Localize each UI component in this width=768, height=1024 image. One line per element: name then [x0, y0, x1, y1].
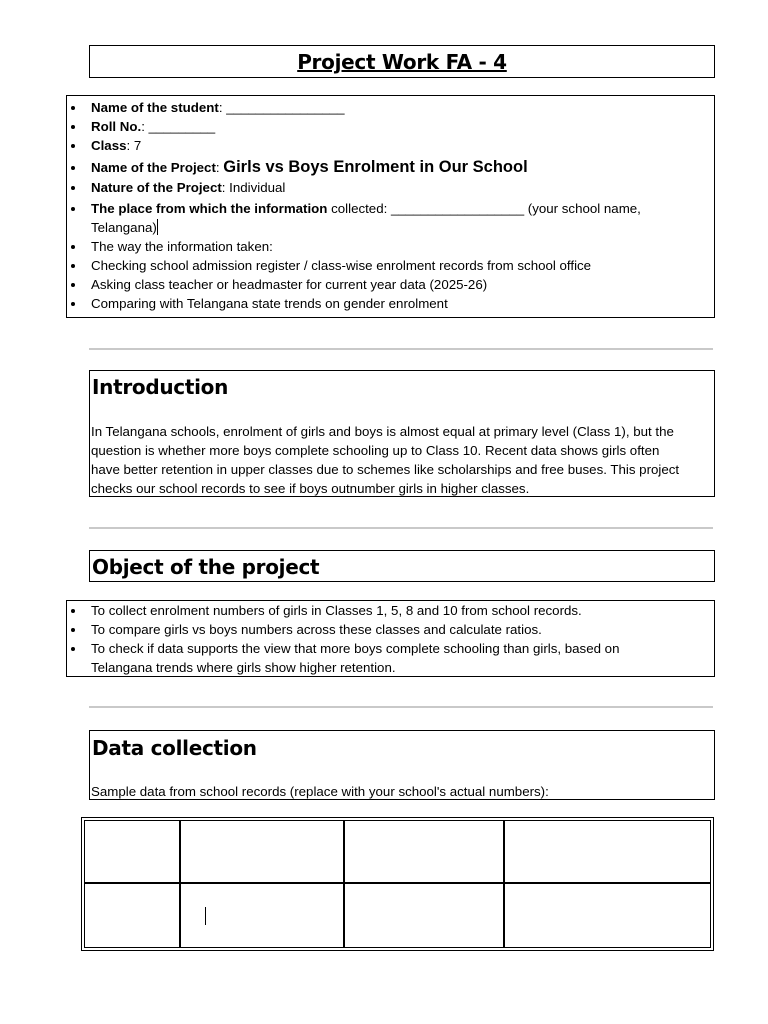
data-collection-note: Sample data from school records (replace with your school's actual numbers): [91, 784, 549, 799]
divider [89, 527, 713, 529]
bullet-icon [71, 283, 75, 287]
list-item [67, 155, 714, 178]
student-name-label: Name of the student [91, 100, 219, 115]
list-item [67, 601, 714, 620]
bullet-icon [71, 302, 75, 306]
method-item: Asking class teacher or headmaster for current year data (2025-26) [91, 277, 488, 292]
nature-label: Nature of the Project [91, 180, 222, 195]
object-heading-box [89, 550, 715, 582]
divider [89, 348, 713, 350]
nature-value: : Individual [221, 180, 286, 195]
list-item [67, 294, 714, 313]
page-title: Project Work FA - 4 [297, 50, 507, 74]
list-item [67, 237, 714, 256]
class-label: Class [91, 138, 127, 153]
bullet-icon [71, 609, 75, 613]
list-item [67, 178, 714, 197]
text-cursor [205, 907, 206, 925]
table-cell[interactable] [344, 883, 504, 948]
bullet-icon [71, 125, 75, 129]
method-item: Comparing with Telangana state trends on gender enrolment [91, 296, 448, 311]
bullet-icon [71, 106, 75, 110]
introduction-line: In Telangana schools, enrolment of girls and boys is almost equal at primary level (Class 1), but the [91, 424, 674, 439]
object-heading: Object of the project [92, 555, 320, 579]
introduction-line: have better retention in upper classes due to schemes like scholarships and free buses. This project [91, 462, 680, 477]
list-item [67, 197, 714, 237]
place-value-line1[interactable]: collected: __________________ (your school name, [327, 201, 641, 216]
table-cell[interactable] [180, 820, 344, 883]
object-item: To collect enrolment numbers of girls in Classes 1, 5, 8 and 10 from school records. [91, 603, 582, 618]
list-item [67, 117, 714, 136]
list-item [67, 98, 714, 117]
method-item: The way the information taken: [91, 239, 273, 254]
object-item: To compare girls vs boys numbers across these classes and calculate ratios. [91, 622, 542, 637]
data-table [81, 817, 714, 951]
table-cell[interactable] [504, 883, 711, 948]
data-collection-heading: Data collection [92, 736, 257, 760]
bullet-icon [71, 245, 75, 249]
list-item [67, 256, 714, 275]
place-value-line2: Telangana) [91, 220, 157, 235]
introduction-line: checks our school records to see if boys outnumber girls in higher classes. [91, 481, 530, 496]
student-name-field[interactable]: : ________________ [218, 100, 345, 115]
student-info-box [66, 95, 715, 318]
project-name-value: Girls vs Boys Enrolment in Our School [223, 158, 528, 176]
bullet-icon [71, 628, 75, 632]
roll-no-field[interactable]: : _________ [141, 119, 216, 134]
project-name-sep: : [215, 160, 224, 175]
divider [89, 706, 713, 708]
place-label: The place from which the information [91, 201, 328, 216]
list-item [67, 639, 714, 677]
table-cell[interactable] [504, 820, 711, 883]
roll-no-label: Roll No. [91, 119, 142, 134]
bullet-icon [71, 647, 75, 651]
bullet-icon [71, 186, 75, 190]
object-item: To check if data supports the view that more boys complete schooling than girls, based on [91, 641, 620, 656]
project-name-label: Name of the Project [91, 160, 216, 175]
bullet-icon [71, 264, 75, 268]
introduction-heading: Introduction [92, 375, 229, 399]
list-item [67, 620, 714, 639]
object-item-continued: Telangana trends where girls show higher retention. [91, 660, 396, 675]
student-info-list [67, 96, 714, 313]
introduction-box [89, 370, 715, 497]
bullet-icon [71, 166, 75, 170]
text-cursor [157, 219, 158, 235]
bullet-icon [71, 207, 75, 211]
bullet-icon [71, 144, 75, 148]
table-cell[interactable] [84, 820, 180, 883]
object-list-box [66, 600, 715, 677]
list-item [67, 275, 714, 294]
list-item [67, 136, 714, 155]
introduction-line: question is whether more boys complete schooling up to Class 10. Recent data shows girls often [91, 443, 660, 458]
object-list [67, 601, 714, 677]
table-cell[interactable] [84, 883, 180, 948]
method-item: Checking school admission register / class-wise enrolment records from school office [91, 258, 592, 273]
table-cell[interactable] [180, 883, 344, 948]
title-box [89, 45, 715, 78]
data-collection-box [89, 730, 715, 800]
table-cell[interactable] [344, 820, 504, 883]
class-value: : 7 [126, 138, 142, 153]
